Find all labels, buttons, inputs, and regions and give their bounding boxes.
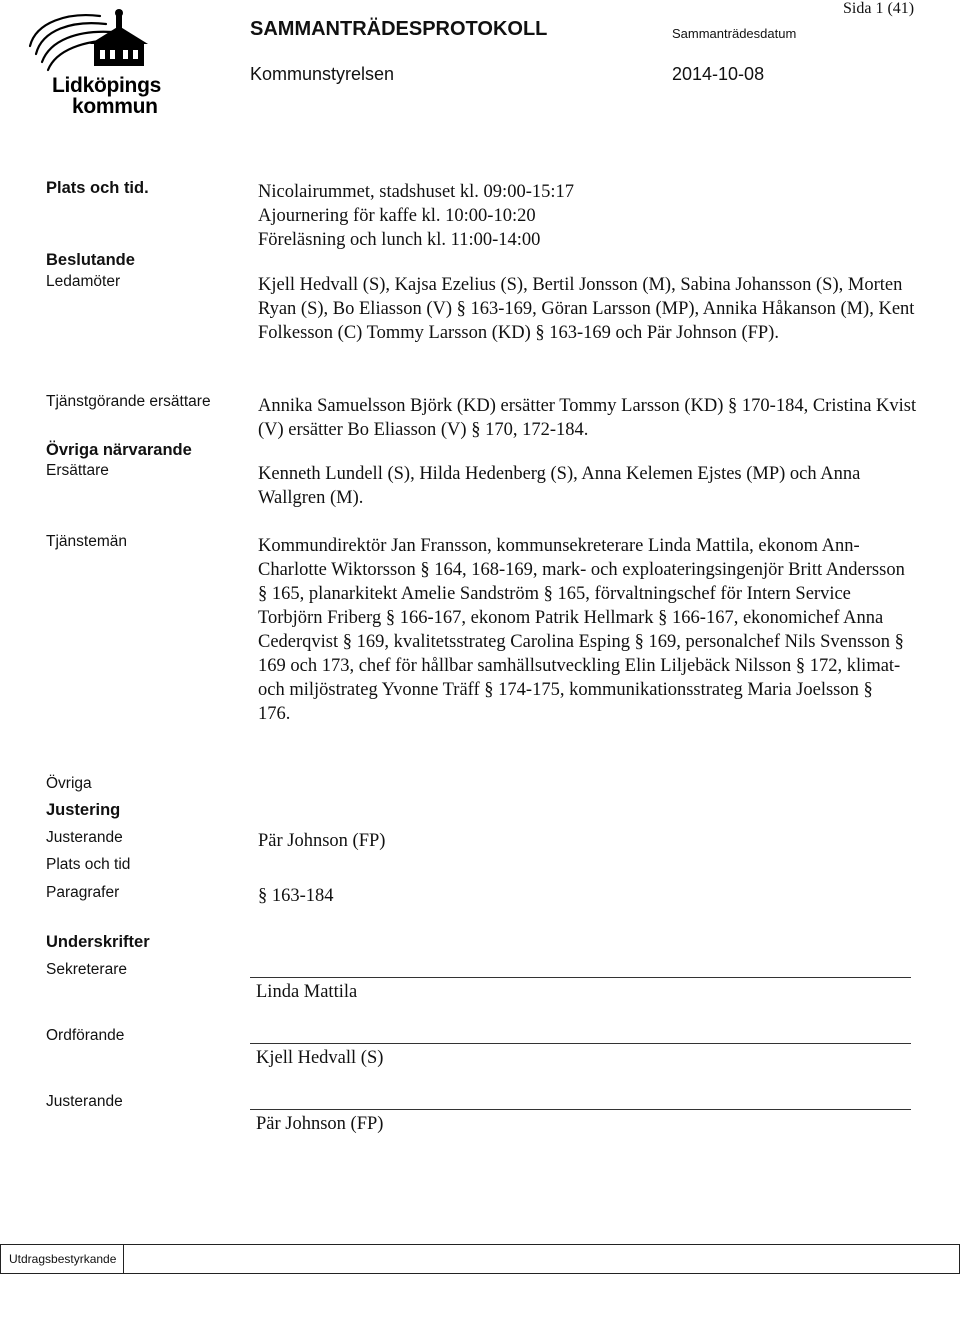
ledamoter-text: Kjell Hedvall (S), Kajsa Ezelius (S), Bertil Jonsson (M), Sabina Johansson (S), Morten Ryan (S), Bo Eliasson (V) § 163-169, Göran Larsson (MP), Annika Håkanson (M), Kent Folkesson (C) Tommy Larsson (KD) § 163-169 och Pär Johnson (FP).: [258, 275, 915, 343]
municipality-logo: [22, 8, 162, 118]
label-ersattare: Ersättare: [46, 462, 109, 479]
signature-name-sekreterare: Linda Mattila: [256, 982, 358, 1002]
label-sekreterare: Sekreterare: [46, 961, 127, 978]
label-justerande: Justerande: [46, 829, 123, 846]
label-underskrifter: Underskrifter: [46, 933, 150, 951]
label-tjansteman: Tjänstemän: [46, 533, 127, 550]
meeting-date-label: Sammanträdesdatum: [672, 26, 797, 41]
signature-name-ordforande: Kjell Hedvall (S): [256, 1048, 384, 1068]
justerande-value: Pär Johnson (FP): [258, 831, 386, 851]
logo-text-line2: kommun: [72, 95, 158, 118]
page-number: Sida 1 (41): [843, 0, 915, 17]
label-plats-och-tid-justering: Plats och tid: [46, 856, 131, 873]
signature-line-sekreterare: [250, 977, 911, 978]
meeting-date: 2014-10-08: [672, 64, 765, 84]
plats-line-2: Ajournering för kaffe kl. 10:00-10:20: [258, 206, 536, 226]
label-beslutande: Beslutande: [46, 251, 135, 269]
plats-line-1: Nicolairummet, stadshuset kl. 09:00-15:17: [258, 182, 574, 202]
utdragsbestyrkande-label: Utdragsbestyrkande: [9, 1252, 117, 1266]
utdragsbestyrkande-box: [0, 1244, 960, 1274]
label-ovriga: Övriga: [46, 775, 92, 792]
label-ledamoter: Ledamöter: [46, 273, 121, 290]
organ-name: Kommunstyrelsen: [250, 64, 395, 84]
ersattare-text: Kenneth Lundell (S), Hilda Hedenberg (S), Anna Kelemen Ejstes (MP) och Anna Wallgren (M).: [258, 464, 861, 508]
label-justerande-signature: Justerande: [46, 1093, 123, 1110]
label-justering: Justering: [46, 801, 121, 819]
tjanstgorande-ersattare-text: Annika Samuelsson Björk (KD) ersätter Tommy Larsson (KD) § 170-184, Cristina Kvist (V) ersätter Bo Eliasson (V) § 170, 172-184.: [258, 396, 917, 440]
label-tjanstgorande-ersattare: Tjänstgörande ersättare: [46, 393, 211, 410]
label-paragrafer: Paragrafer: [46, 884, 120, 901]
footer-divider: [123, 1245, 124, 1273]
signature-line-justerande: [250, 1109, 911, 1110]
document-title: SAMMANTRÄDESPROTOKOLL: [250, 18, 548, 40]
signature-name-justerande: Pär Johnson (FP): [256, 1114, 384, 1134]
paragrafer-value: § 163-184: [258, 886, 334, 906]
label-ordforande: Ordförande: [46, 1027, 125, 1044]
plats-line-3: Föreläsning och lunch kl. 11:00-14:00: [258, 230, 541, 250]
logo-text-line1: Lidköpings: [52, 74, 161, 97]
label-ovriga-narvarande: Övriga närvarande: [46, 441, 192, 459]
tjansteman-text: Kommundirektör Jan Fransson, kommunsekreterare Linda Mattila, ekonom Ann-Charlotte Wiktorsson § 164, 168-169, mark- och exploateringsingenjör Britt Andersson § 165, planarkitekt Amelie Sandström § 165, förvaltningschef för Intern Service Torbjörn Friberg § 166-167, ekonom Patrik Hellmark § 166-167, ekonomichef Anna Cederqvist § 169, kvalitetsstrateg Carolina Esping § 169, personalchef Nils Svensson § 169 och 173, chef för hållbar samhällsutveckling Elin Liljebäck Nilsson § 172, klimat- och miljöstrateg Yvonne Träff § 174-175, kommunikationsstrateg Maria Joelsson § 176.: [258, 536, 905, 724]
signature-line-ordforande: [250, 1043, 911, 1044]
church-emblem-icon: [22, 8, 162, 78]
label-plats-och-tid: Plats och tid.: [46, 179, 149, 197]
